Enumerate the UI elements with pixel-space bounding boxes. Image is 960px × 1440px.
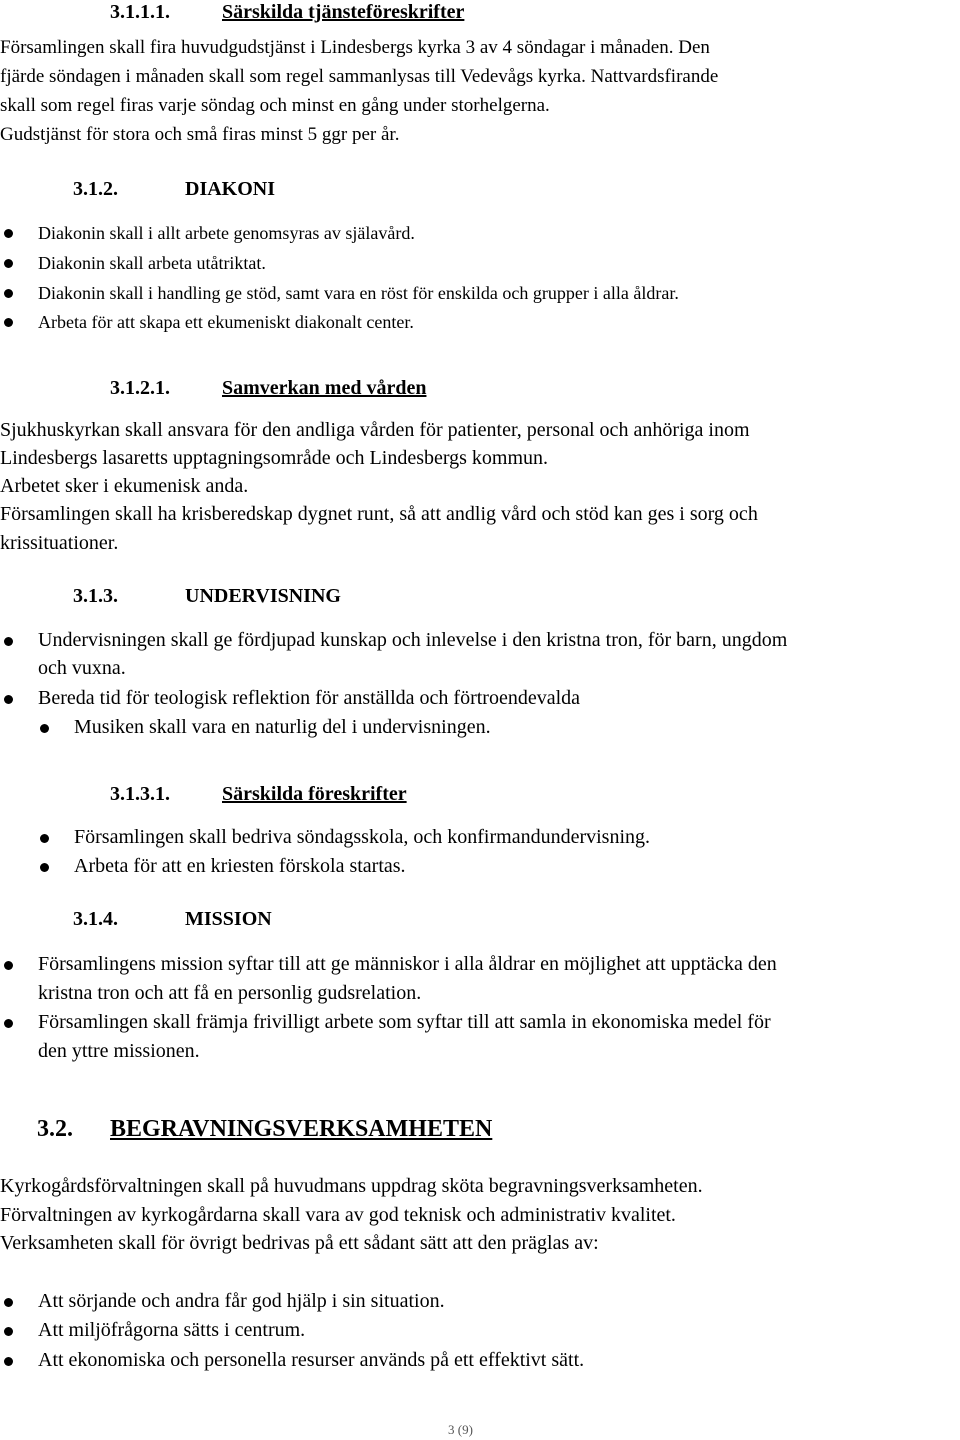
heading-title: MISSION xyxy=(185,908,272,930)
bullet-icon xyxy=(4,289,13,298)
bullet-icon xyxy=(4,1019,13,1028)
page-number: 3 (9) xyxy=(448,1422,473,1437)
list-item: Musiken skall vara en naturlig del i undervisningen. xyxy=(74,716,491,738)
list-item: Undervisningen skall ge fördjupad kunskap och inlevelse i den kristna tron, för barn, ungdom xyxy=(38,629,788,651)
bullet-icon xyxy=(4,1298,13,1307)
list-item: Att miljöfrågorna sätts i centrum. xyxy=(38,1319,306,1341)
bullet-icon xyxy=(40,834,49,843)
paragraph-line: Kyrkogårdsförvaltningen skall på huvudmans uppdrag sköta begravningsverksamheten. xyxy=(0,1175,703,1197)
paragraph-line: Verksamheten skall för övrigt bedrivas på ett sådant sätt att den präglas av: xyxy=(0,1232,599,1254)
list-item-continuation: kristna tron och att få en personlig gudsrelation. xyxy=(38,982,422,1004)
paragraph-line: Arbetet sker i ekumenisk anda. xyxy=(0,475,249,497)
list-item: Församlingens mission syftar till att ge människor i alla åldrar en möjlighet att upptäcka den xyxy=(38,953,777,975)
paragraph-line: Församlingen skall fira huvudgudstjänst i Lindesbergs kyrka 3 av 4 söndagar i månaden. Den xyxy=(0,37,710,58)
list-item: Arbeta för att skapa ett ekumeniskt diakonalt center. xyxy=(38,312,414,332)
list-item: Att ekonomiska och personella resurser används på ett effektivt sätt. xyxy=(38,1349,585,1371)
bullet-icon xyxy=(40,863,49,872)
list-item-continuation: och vuxna. xyxy=(38,657,126,679)
paragraph-line: Lindesbergs lasaretts upptagningsområde och Lindesbergs kommun. xyxy=(0,447,549,469)
list-item: Församlingen skall främja frivilligt arbete som syftar till att samla in ekonomiska medel för xyxy=(38,1011,771,1033)
heading-title: UNDERVISNING xyxy=(185,585,341,607)
paragraph-line: Gudstjänst för stora och små firas minst 5 ggr per år. xyxy=(0,124,400,145)
heading-number: 3.1.3.1. xyxy=(110,783,170,805)
heading-title: DIAKONI xyxy=(185,178,276,200)
list-item: Diakonin skall i handling ge stöd, samt vara en röst för enskilda och grupper i alla åldrar. xyxy=(38,283,679,303)
heading-title: Särskilda tjänsteföreskrifter xyxy=(222,1,465,23)
heading-number: 3.1.2. xyxy=(73,178,118,200)
heading-title: BEGRAVNINGSVERKSAMHETEN xyxy=(110,1116,493,1142)
list-item-continuation: den yttre missionen. xyxy=(38,1040,200,1062)
list-item: Att sörjande och andra får god hjälp i sin situation. xyxy=(38,1290,445,1312)
bullet-icon xyxy=(4,961,13,970)
bullet-icon xyxy=(4,318,13,327)
bullet-icon xyxy=(4,1357,13,1366)
bullet-icon xyxy=(4,1327,13,1336)
bullet-icon xyxy=(4,695,13,704)
paragraph-line: Församlingen skall ha krisberedskap dygnet runt, så att andlig vård och stöd kan ges i sorg och xyxy=(0,503,758,525)
list-item: Diakonin skall arbeta utåtriktat. xyxy=(38,253,266,273)
list-item: Diakonin skall i allt arbete genomsyras av själavård. xyxy=(38,223,415,243)
heading-number: 3.1.3. xyxy=(73,585,118,607)
paragraph-line: Sjukhuskyrkan skall ansvara för den andliga vården för patienter, personal och anhöriga inom xyxy=(0,419,750,441)
paragraph-line: skall som regel firas varje söndag och minst en gång under storhelgerna. xyxy=(0,95,550,116)
heading-number: 3.1.4. xyxy=(73,908,118,930)
list-item: Arbeta för att en kriesten förskola startas. xyxy=(74,855,406,877)
list-item: Församlingen skall bedriva söndagsskola, och konfirmandundervisning. xyxy=(74,826,651,848)
bullet-icon xyxy=(4,637,13,646)
heading-title: Samverkan med vården xyxy=(222,377,427,399)
heading-number: 3.1.1.1. xyxy=(110,1,170,23)
list-item: Bereda tid för teologisk reflektion för anställda och förtroendevalda xyxy=(38,687,581,709)
heading-title: Särskilda föreskrifter xyxy=(222,783,407,805)
heading-number: 3.2. xyxy=(37,1116,73,1142)
bullet-icon xyxy=(4,229,13,238)
paragraph-line: Förvaltningen av kyrkogårdarna skall vara av god teknisk och administrativ kvalitet. xyxy=(0,1204,676,1226)
paragraph-line: fjärde söndagen i månaden skall som regel sammanlysas till Vedevågs kyrka. Nattvardsfirande xyxy=(0,66,719,87)
bullet-icon xyxy=(4,259,13,268)
bullet-icon xyxy=(40,724,49,733)
heading-number: 3.1.2.1. xyxy=(110,377,170,399)
paragraph-line: krissituationer. xyxy=(0,532,119,554)
